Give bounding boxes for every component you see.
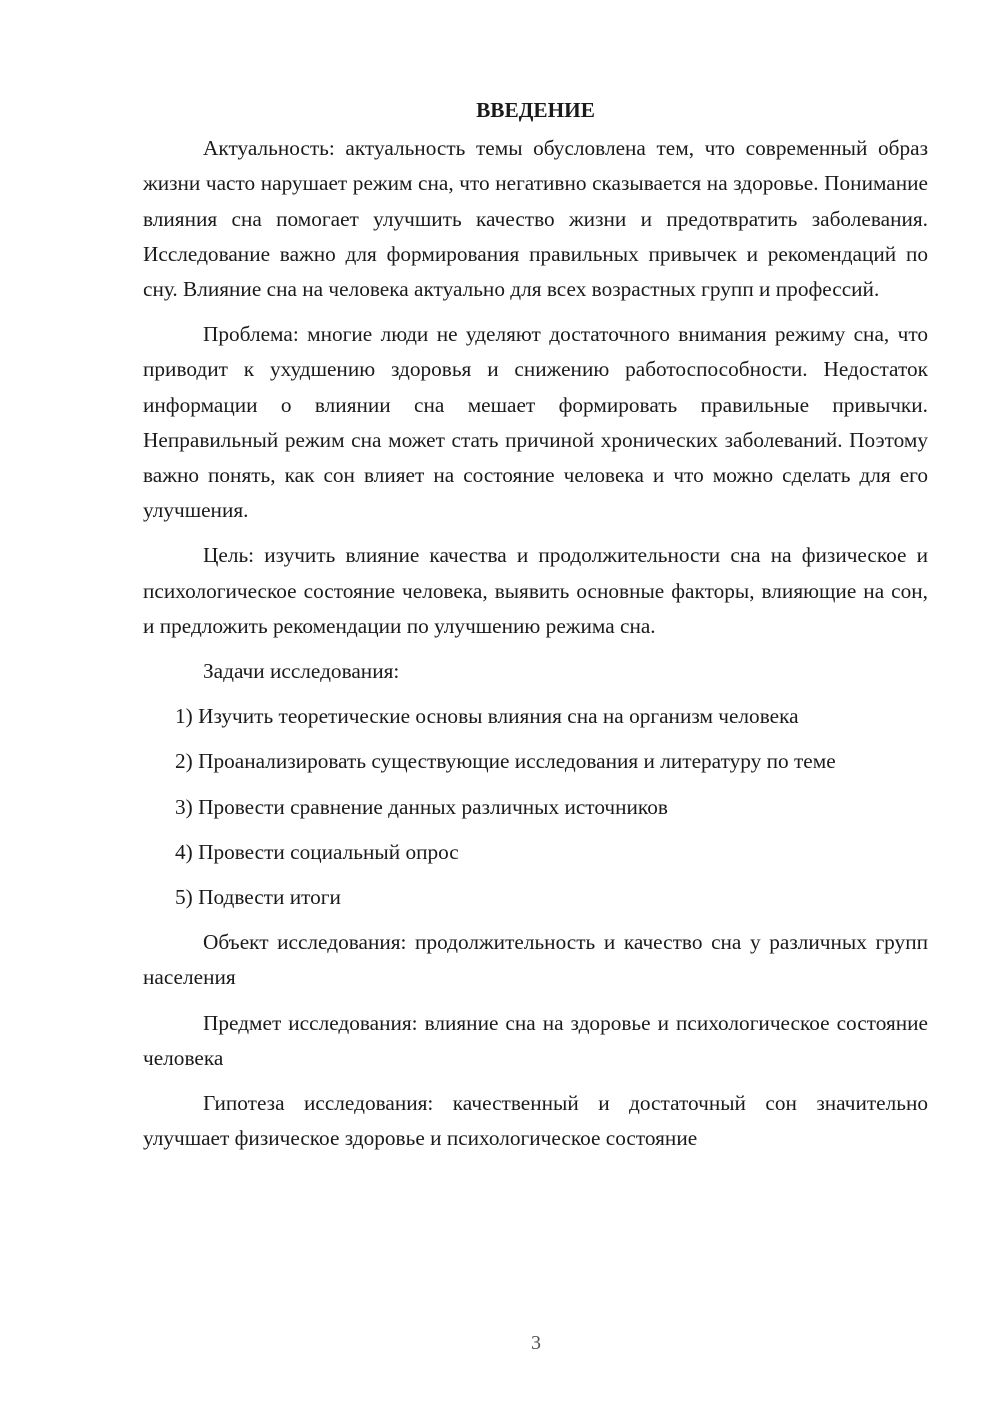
task-item-1: 1) Изучить теоретические основы влияния сна на организм человека — [175, 704, 799, 729]
problem-paragraph: Проблема: многие люди не уделяют достаточного внимания режиму сна, что приводит к ухудшению здоровья и снижению работоспособности. Недостаток информации о влиянии сна мешает формировать правильные привычки. Неправильный режим сна может стать причиной хронических заболеваний. Поэтому важно понять, как сон влияет на состояние человека и что можно сделать для его улучшения. — [143, 322, 928, 523]
section-heading: ВВЕДЕНИЕ — [476, 98, 595, 122]
goal-paragraph: Цель: изучить влияние качества и продолжительности сна на физическое и психологическое состояние человека, выявить основные факторы, влияющие на сон, и предложить рекомендации по улучшению режима сна. — [143, 543, 928, 638]
page-number: 3 — [531, 1332, 541, 1354]
tasks-title: Задачи исследования: — [203, 659, 400, 684]
object-paragraph: Объект исследования: продолжительность и качество сна у различных групп населения — [143, 930, 928, 990]
task-item-3: 3) Провести сравнение данных различных источников — [175, 794, 668, 819]
task-item-5: 5) Подвести итоги — [175, 885, 341, 910]
subject-paragraph: Предмет исследования: влияние сна на здоровье и психологическое состояние человека — [143, 1010, 928, 1070]
hypothesis-paragraph: Гипотеза исследования: качественный и достаточный сон значительно улучшает физическое здоровье и психологическое состояние — [143, 1091, 928, 1151]
relevance-paragraph: Актуальность: актуальность темы обусловлена тем, что современный образ жизни часто нарушает режим сна, что негативно сказывается на здоровье. Понимание влияния сна помогает улучшить качество жизни и предотвратить заболевания. Исследование важно для формирования правильных привычек и рекомендаций по сну. Влияние сна на человека актуально для всех возрастных групп и профессий. — [143, 136, 928, 302]
task-item-2: 2) Проанализировать существующие исследования и литературу по теме — [175, 749, 836, 774]
task-item-4: 4) Провести социальный опрос — [175, 839, 459, 864]
page-content — [143, 93, 928, 1166]
